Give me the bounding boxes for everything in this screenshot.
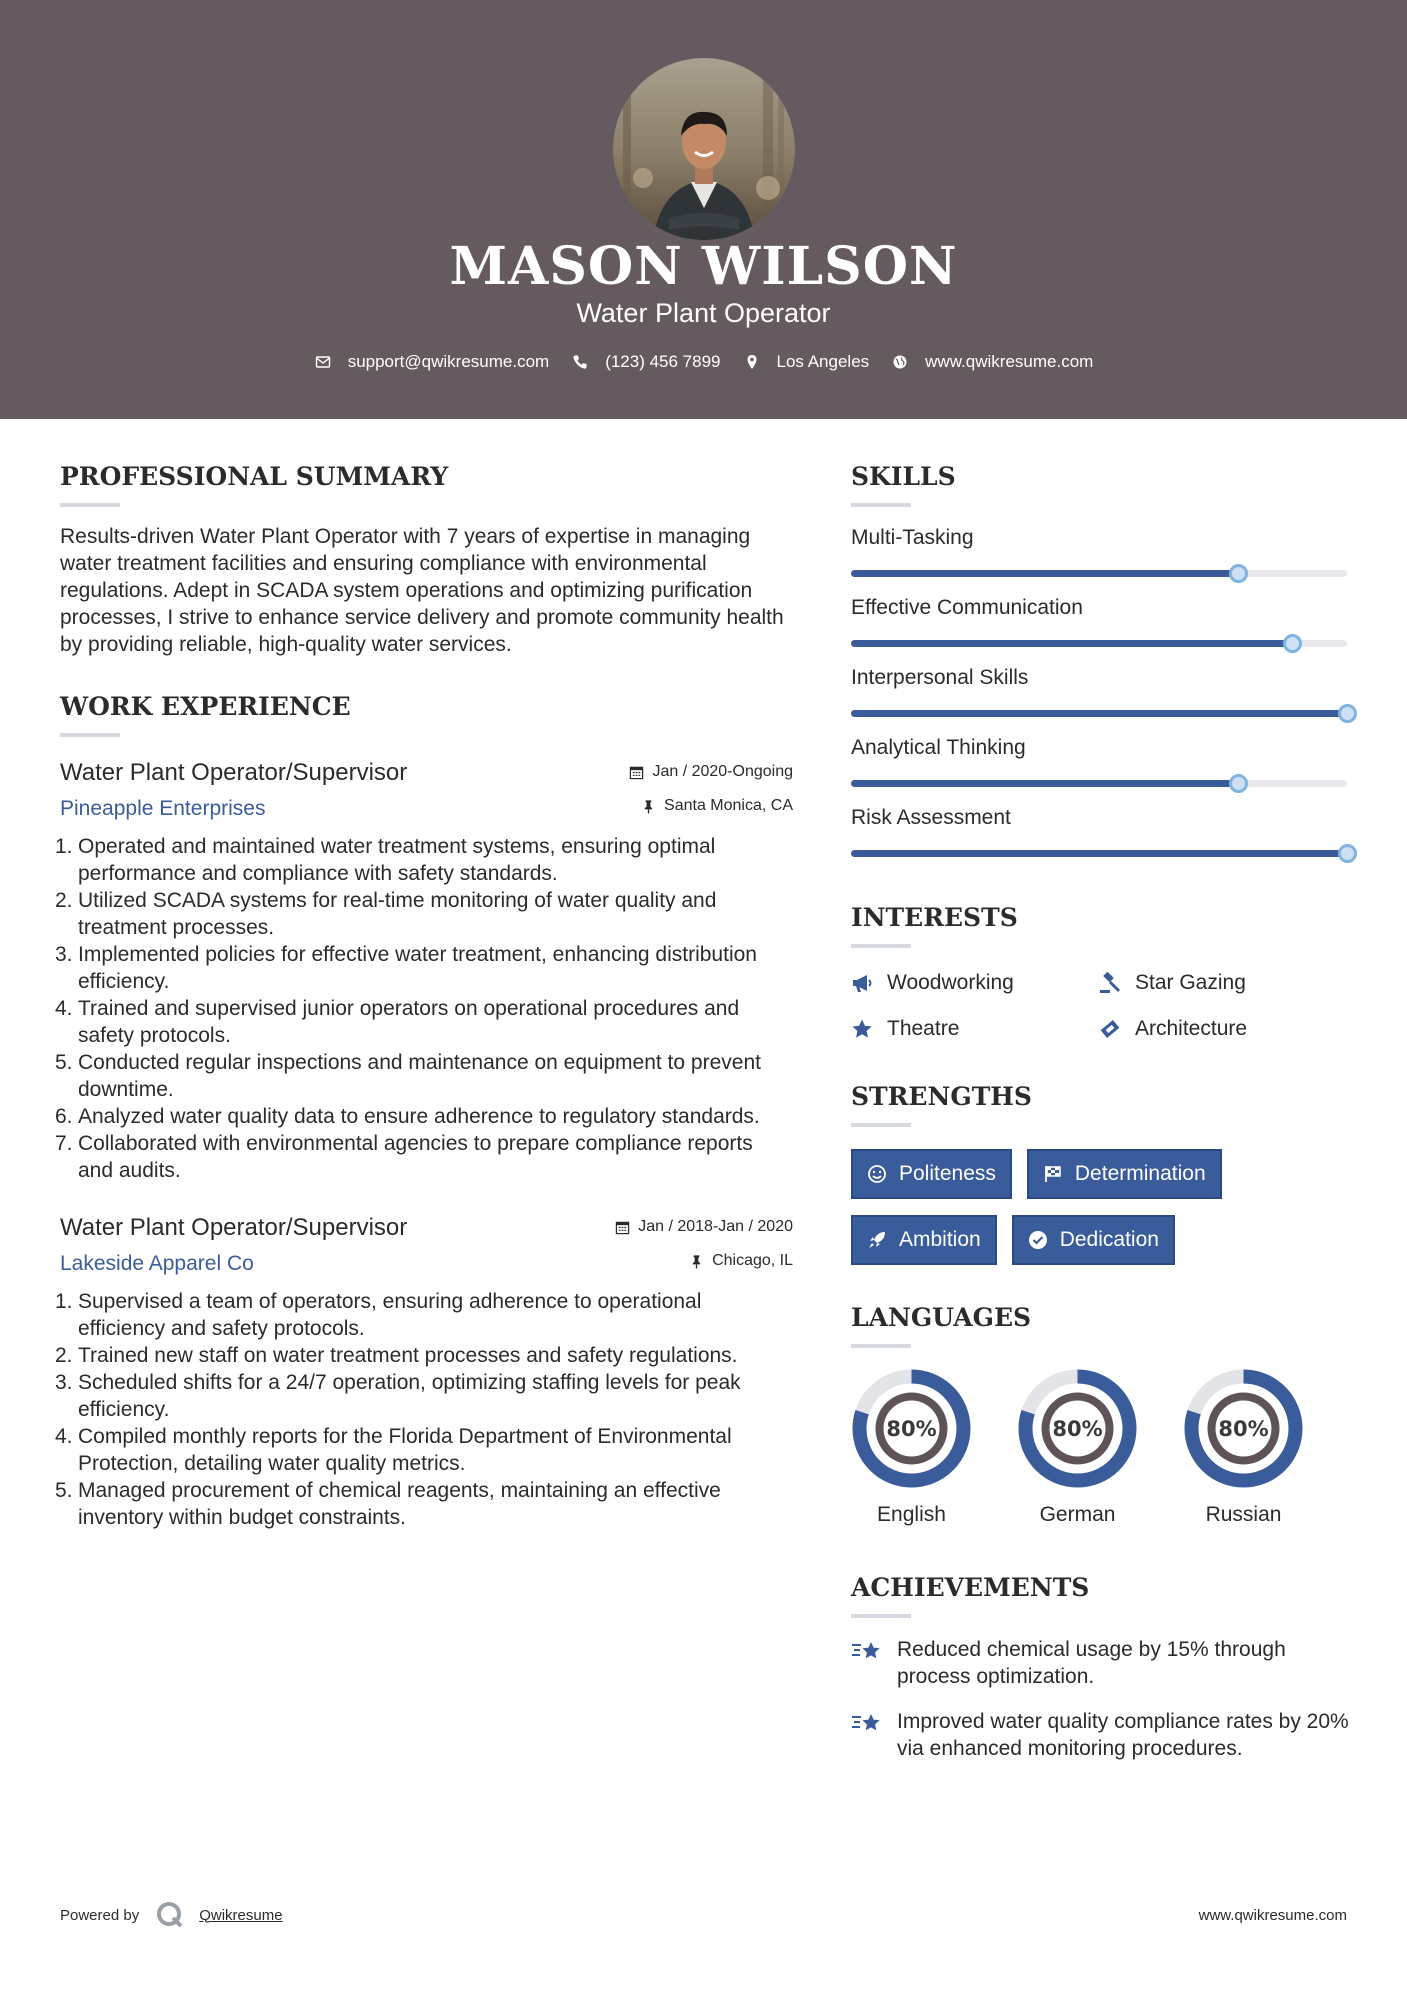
interests-title: INTERESTS: [851, 903, 1018, 932]
gavel-icon: [1099, 972, 1121, 994]
achievement-text: Improved water quality compliance rates by 20% via enhanced monitoring procedures.: [897, 1710, 1349, 1760]
skill-item: [851, 736, 1351, 787]
languages-title: LANGUAGES: [851, 1303, 1032, 1332]
skill-label: Multi-Tasking: [851, 526, 974, 549]
strengths-title: STRENGTHS: [851, 1082, 1032, 1111]
skill-bar-knob: [1283, 634, 1302, 653]
list-item: 5. Conducted regular inspections and maintenance on equipment to prevent downtime.: [55, 1051, 761, 1101]
interest-label: Theatre: [887, 1017, 960, 1040]
strength-label: Ambition: [899, 1228, 981, 1251]
achievements-title: ACHIEVEMENTS: [851, 1573, 1090, 1602]
footer-website[interactable]: www.qwikresume.com: [1198, 1907, 1347, 1924]
left-column: [55, 462, 793, 1531]
globe-icon: [891, 353, 909, 371]
skill-item: [851, 526, 1351, 577]
summary-section: [60, 462, 793, 658]
job-entry: [55, 1214, 793, 1531]
skills-title: SKILLS: [851, 462, 956, 491]
skill-bar-fill: [851, 570, 1238, 577]
list-item: 1. Supervised a team of operators, ensuring adherence to operational efficiency and safety protocols.: [55, 1290, 702, 1340]
section-divider: [851, 1614, 911, 1618]
right-column: [851, 462, 1351, 1762]
skill-label: Risk Assessment: [851, 806, 1011, 829]
job-bullets: [55, 833, 793, 1184]
summary-title: PROFESSIONAL SUMMARY: [60, 462, 449, 491]
mail-icon: [314, 353, 332, 371]
job-title: Water Plant Operator/Supervisor: [60, 759, 408, 786]
strength-label: Dedication: [1059, 1228, 1159, 1251]
section-divider: [851, 503, 911, 507]
job-bullets: [55, 1288, 793, 1531]
profile-photo: [613, 58, 795, 240]
contact-location-text: Los Angeles: [776, 352, 870, 371]
skill-item: [851, 596, 1351, 647]
section-divider: [60, 733, 120, 737]
interest-label: Architecture: [1135, 1017, 1248, 1040]
powered-by-label: Powered by: [60, 1906, 140, 1924]
contact-email-text: support@qwikresume.com: [347, 352, 550, 371]
skill-item: [851, 806, 1351, 857]
candidate-role: Water Plant Operator: [576, 298, 831, 328]
interest-item: [1099, 966, 1347, 1000]
achievement-item: [851, 1636, 1351, 1690]
list-item: 5. Managed procurement of chemical reagents, maintaining an effective inventory within budget constraints.: [55, 1479, 721, 1529]
contact-email[interactable]: [314, 352, 550, 372]
job-location-text: Santa Monica, CA: [664, 797, 793, 814]
list-item: 4. Compiled monthly reports for the Florida Department of Environmental Protection, detailing water quality metrics.: [55, 1425, 732, 1475]
skill-bar-knob: [1338, 704, 1357, 723]
interests-grid: [851, 966, 1351, 1046]
achievement-text: Reduced chemical usage by 15% through process optimization.: [897, 1638, 1286, 1688]
list-item: 3. Implemented policies for effective water treatment, enhancing distribution efficiency.: [55, 943, 757, 993]
language-name: Russian: [1205, 1503, 1282, 1526]
list-item: 6. Analyzed water quality data to ensure adherence to regulatory standards.: [55, 1105, 760, 1128]
language-item: [851, 1368, 972, 1527]
pushpin-icon: [689, 1254, 704, 1269]
section-divider: [851, 944, 911, 948]
job-location: [641, 797, 793, 815]
skill-bar-fill: [851, 640, 1292, 647]
summary-text: Results-driven Water Plant Operator with 7 years of expertise in managing water treatment facilities and ensuring compliance with environmental regulations. Adept in SCADA system operations and optimizing purification processes, I strive to enhance service delivery and promote community health by providing reliable, high-quality water services.: [60, 525, 784, 656]
skill-bar: [851, 710, 1347, 717]
strength-tag: [1012, 1215, 1175, 1265]
shooting-star-icon: [851, 1636, 885, 1666]
skill-bar: [851, 780, 1347, 787]
section-divider: [851, 1344, 911, 1348]
interest-item: [1099, 1012, 1347, 1046]
skills-section: [851, 462, 1351, 857]
footer-powered-by: [60, 1900, 283, 1930]
contact-website-text: www.qwikresume.com: [925, 352, 1094, 371]
achievement-item: [851, 1708, 1351, 1762]
strengths-section: [851, 1082, 1351, 1281]
job-location-text: Chicago, IL: [712, 1252, 793, 1269]
list-item: 2. Utilized SCADA systems for real-time monitoring of water quality and treatment processes.: [55, 889, 717, 939]
job-company: Lakeside Apparel Co: [60, 1252, 254, 1275]
brand-link[interactable]: Qwikresume: [199, 1906, 283, 1924]
contact-website[interactable]: [891, 352, 1093, 372]
job-date: [629, 763, 793, 781]
experience-section: [55, 692, 793, 1531]
shooting-star-icon: [851, 1708, 885, 1738]
smile-icon: [867, 1164, 887, 1184]
contact-phone[interactable]: [571, 352, 720, 372]
strengths-tags: [851, 1149, 1291, 1281]
strength-tag: [1027, 1149, 1222, 1199]
skill-bar-fill: [851, 780, 1238, 787]
language-item: [1183, 1368, 1304, 1527]
language-percent: 80%: [1218, 1417, 1269, 1441]
language-percent: 80%: [1052, 1417, 1103, 1441]
language-ring: [1183, 1368, 1304, 1489]
resume-header: [0, 0, 1407, 419]
interest-item: [851, 966, 1099, 1000]
pushpin-icon: [641, 799, 656, 814]
skill-bar-fill: [851, 710, 1347, 717]
check-circle-icon: [1028, 1230, 1048, 1250]
section-divider: [851, 1123, 911, 1127]
list-item: 1. Operated and maintained water treatment systems, ensuring optimal performance and compliance with safety standards.: [55, 835, 716, 885]
job-date-text: Jan / 2020-Ongoing: [652, 763, 793, 780]
skill-bar: [851, 850, 1347, 857]
skill-label: Interpersonal Skills: [851, 666, 1029, 689]
job-location: [689, 1252, 793, 1270]
interests-section: [851, 903, 1351, 1046]
strength-label: Politeness: [899, 1162, 996, 1185]
contact-location: [743, 352, 870, 372]
candidate-name: MASON WILSON: [449, 236, 958, 297]
list-item: 2. Trained new staff on water treatment processes and safety regulations.: [55, 1344, 738, 1367]
megaphone-icon: [851, 972, 873, 994]
contact-bar: [0, 352, 1407, 372]
skill-label: Effective Communication: [851, 596, 1083, 619]
job-entry: [55, 759, 793, 1184]
calendar-icon: [629, 765, 644, 780]
experience-title: WORK EXPERIENCE: [60, 692, 351, 721]
strength-tag: [851, 1149, 1012, 1199]
achievements-section: [851, 1573, 1351, 1762]
skill-bar-fill: [851, 850, 1347, 857]
language-name: German: [1039, 1503, 1116, 1526]
rocket-icon: [867, 1230, 887, 1250]
language-ring: [1017, 1368, 1138, 1489]
list-item: 4. Trained and supervised junior operators on operational procedures and safety protocols.: [55, 997, 740, 1047]
list-item: 7. Collaborated with environmental agencies to prepare compliance reports and audits.: [55, 1132, 753, 1182]
calendar-icon: [615, 1220, 630, 1235]
languages-section: [851, 1303, 1351, 1527]
job-title: Water Plant Operator/Supervisor: [60, 1214, 408, 1241]
ticket-icon: [1099, 1018, 1121, 1040]
skill-bar-knob: [1338, 844, 1357, 863]
interest-label: Star Gazing: [1135, 971, 1246, 994]
phone-icon: [571, 353, 589, 371]
flag-icon: [1043, 1164, 1063, 1184]
language-item: [1017, 1368, 1138, 1527]
strength-label: Determination: [1074, 1162, 1206, 1185]
star-icon: [851, 1018, 873, 1040]
location-pin-icon: [743, 353, 761, 371]
language-name: English: [877, 1503, 946, 1526]
qwikresume-logo-icon: [155, 1900, 185, 1930]
skill-label: Analytical Thinking: [851, 736, 1026, 759]
skill-bar: [851, 570, 1347, 577]
job-date: [615, 1218, 793, 1236]
language-percent: 80%: [886, 1417, 937, 1441]
interest-label: Woodworking: [887, 971, 1014, 994]
skill-bar-knob: [1229, 564, 1248, 583]
contact-phone-text: (123) 456 7899: [605, 352, 721, 371]
list-item: 3. Scheduled shifts for a 24/7 operation, optimizing staffing levels for peak efficiency.: [55, 1371, 741, 1421]
interest-item: [851, 1012, 1099, 1046]
section-divider: [60, 503, 120, 507]
strength-tag: [851, 1215, 997, 1265]
skill-bar-knob: [1229, 774, 1248, 793]
job-date-text: Jan / 2018-Jan / 2020: [638, 1218, 793, 1235]
languages-list: [851, 1368, 1351, 1527]
language-ring: [851, 1368, 972, 1489]
skill-bar: [851, 640, 1347, 647]
skill-item: [851, 666, 1351, 717]
job-company: Pineapple Enterprises: [60, 797, 266, 820]
